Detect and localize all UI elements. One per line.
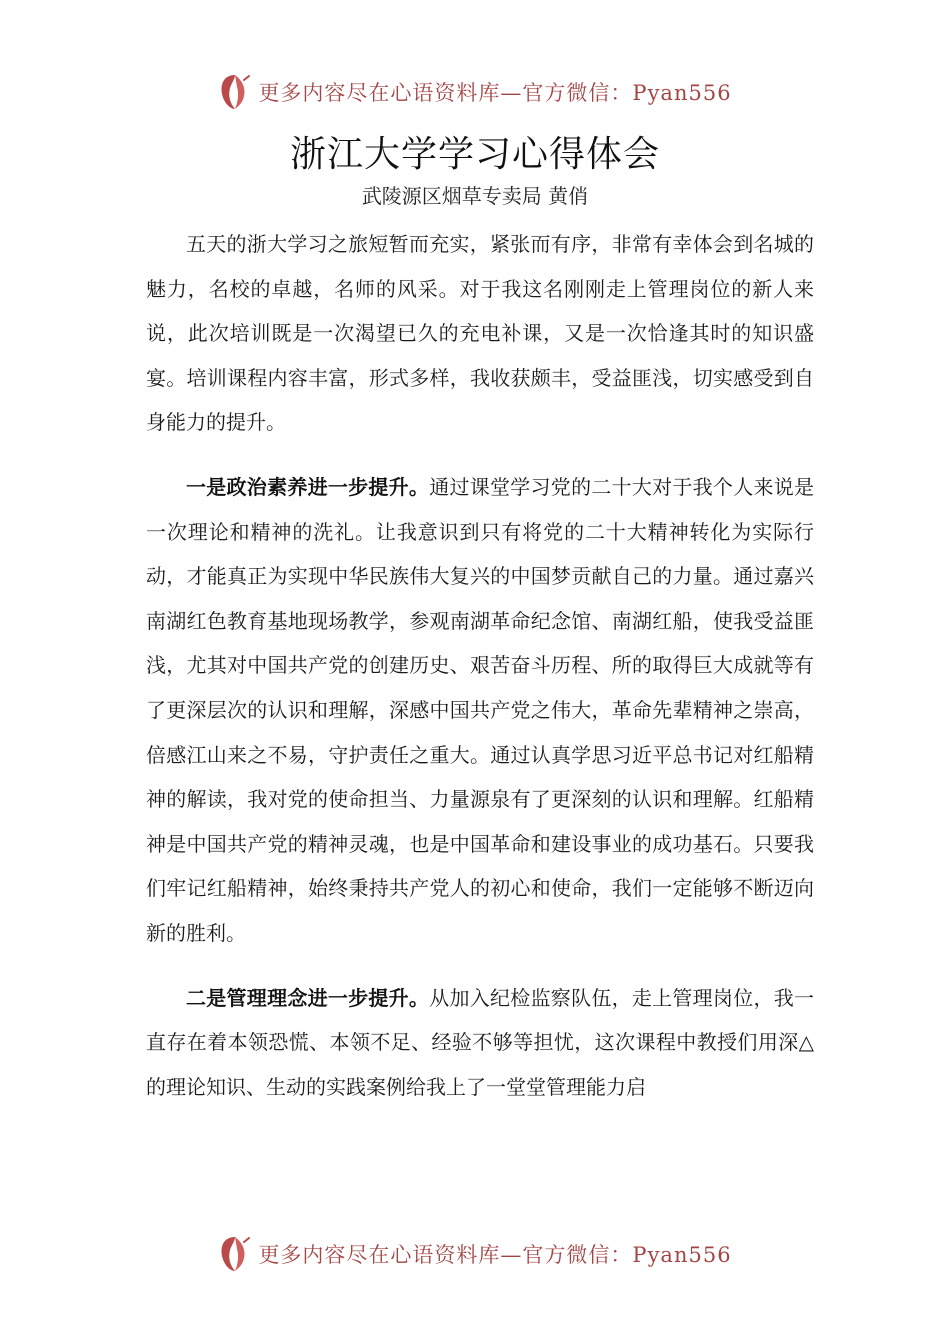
paragraph-lead: 一是政治素养进一步提升。 — [186, 474, 430, 499]
paragraph-political — [146, 465, 814, 956]
watermark-text: 更多内容尽在心语资料库—官方微信：Pyan556 — [258, 81, 732, 105]
paragraph-lead: 二是管理理念进一步提升。 — [186, 985, 430, 1010]
pen-nib-logo-icon — [218, 72, 252, 112]
paragraph-text: 通过课堂学习党的二十大对于我个人来说是一次理论和精神的洗礼。让我意识到只有将党的二十大精神转化为实际行动，才能真正为实现中华民族伟大复兴的中国梦贡献自己的力量。通过嘉兴南湖红色教育基地现场教学，参观南湖革命纪念馆、南湖红船，使我受益匪浅，尤其对中国共产党的创建历史、艰苦奋斗历程、所的取得巨大成就等有了更深层次的认识和理解，深感中国共产党之伟大，革命先辈精神之崇高，倍感江山来之不易，守护责任之重大。通过认真学思习近平总书记对红船精神的解读，我对党的使命担当、力量源泉有了更深刻的认识和理解。红船精神是中国共产党的精神灵魂，也是中国革命和建设事业的成功基石。只要我们牢记红船精神，始终秉持共产党人的初心和使命，我们一定能够不断迈向新的胜利。 — [146, 474, 815, 945]
paragraph-text: 从加入纪检监察队伍，走上管理岗位，我一直存在着本领恐慌、本领不足、经验不够等担忧，这次课程中教授们用深△的理论知识、生动的实践案例给我上了一堂堂管理能力启 — [146, 985, 815, 1099]
watermark-text: 更多内容尽在心语资料库—官方微信：Pyan556 — [258, 1243, 732, 1267]
document-byline: 武陵源区烟草专卖局 黄俏 — [361, 184, 589, 208]
document-body — [146, 222, 814, 1129]
pen-nib-logo-icon — [218, 1234, 252, 1274]
paragraph-management — [146, 976, 814, 1110]
paragraph-text: 五天的浙大学习之旅短暂而充实，紧张而有序，非常有幸体会到名城的魅力，名校的卓越，名师的风采。对于我这名刚刚走上管理岗位的新人来说，此次培训既是一次渴望已久的充电补课，又是一次恰逢其时的知识盛宴。培训课程内容丰富，形式多样，我收获颇丰，受益匪浅，切实感受到自身能力的提升。 — [146, 232, 814, 435]
paragraph-intro — [146, 222, 814, 445]
watermark-banner-top — [0, 72, 950, 112]
document-title: 浙江大学学习心得体会 — [289, 134, 660, 175]
watermark-banner-bottom — [0, 1234, 950, 1274]
